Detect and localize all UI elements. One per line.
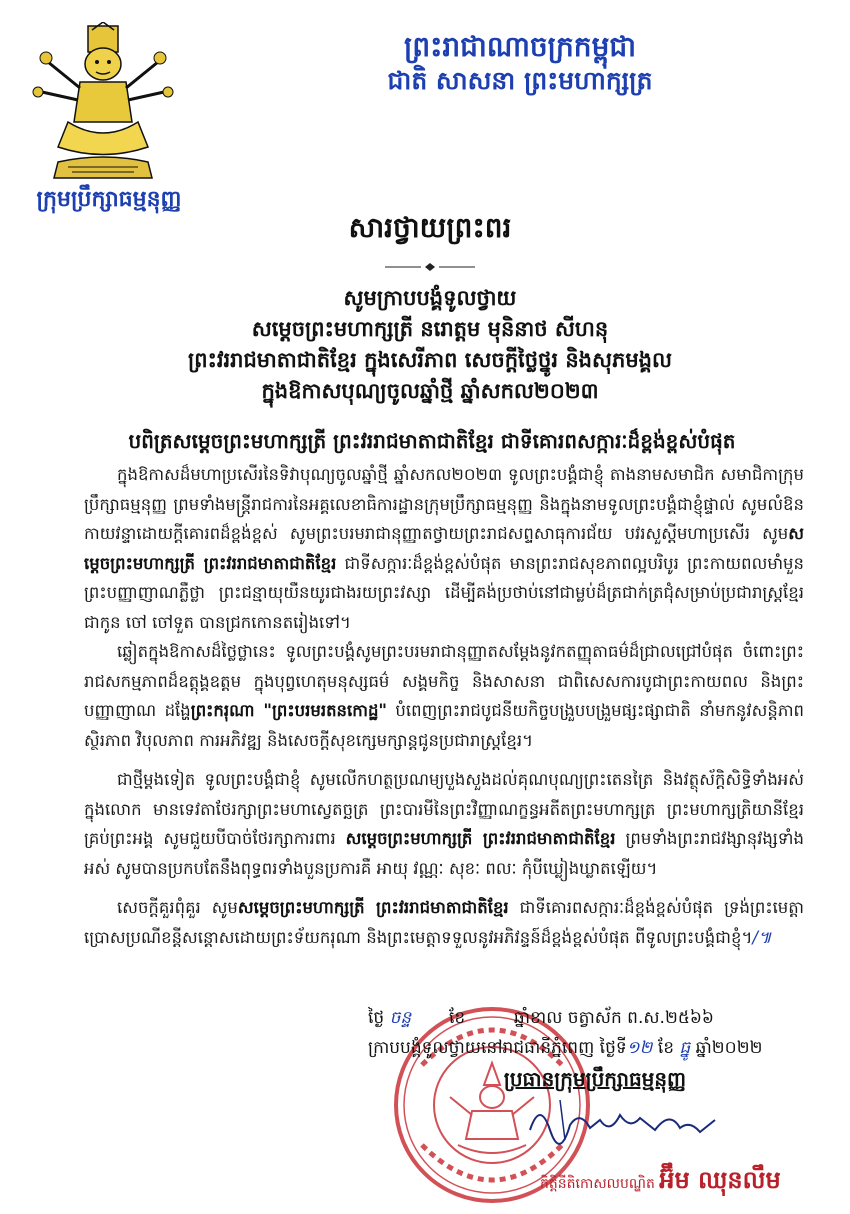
kingdom-title: ព្រះរាជាណាចក្រកម្ពុជា	[403, 30, 636, 63]
paragraph-4: សេចក្តីគួរពុំគួរ សូមសម្តេចព្រះមហាក្សត្រី ព្រះវររាជមាតាជាតិខ្មែរ ជាទីគោរពសក្ការៈដ៏ខ្ពង់ខ្ពស់បំផុត ទ្រង់ព្រះមេត្តាប្រោសប្រណីខន្តីសន្តោសដោយព្រះទ័យករុណា និងព្រះមេត្តាទទួលនូវអភិវន្ទន៍ដ៏ខ្ពង់ខ្ពស់បំផុត ពីទូលព្រះបង្គំជាខ្ញុំ។/៕	[84, 898, 804, 947]
date-solar: ក្រាបបង្គំទូលថ្វាយនៅរាជធានីភ្នំពេញ ថ្ងៃទី១២ ខែ ធ្នូ ឆ្នាំ២០២២	[368, 1038, 763, 1058]
signer-block: កិត្តិនីតិកោសលបណ្ឌិត អ៊ឹម ឈុនលឹម	[540, 1166, 781, 1194]
address-line-2: សម្តេចព្រះមហាក្សត្រី នរោត្តម មុនិនាថ សីហនុ	[251, 317, 609, 341]
signer-name: អ៊ឹម ឈុនលឹម	[659, 1166, 781, 1194]
handwritten-signature	[520, 1090, 730, 1150]
council-emblem	[28, 22, 178, 182]
salutation-heading: បពិត្រសម្តេចព្រះមហាក្សត្រី ព្រះវររាជមាតាជាតិខ្មែរ ជាទីគោរពសក្ការៈដ៏ខ្ពង់ខ្ពស់បំផុត	[128, 429, 736, 453]
address-line-3: ព្រះវររាជមាតាជាតិខ្មែរ ក្នុងសេរីភាព សេចក្តីថ្លៃថ្នូរ និងសុភមង្គល	[188, 348, 672, 372]
address-line-1: សូមក្រាបបង្គំទូលថ្វាយ	[343, 286, 517, 310]
address-line-4: ក្នុងឱកាសបុណ្យចូលឆ្នាំថ្មី ឆ្នាំសកល២០២៣	[261, 379, 599, 403]
paragraph-3: ជាថ្មីម្តងទៀត ទូលព្រះបង្គំជាខ្ញុំ សូមលើកហត្ថប្រណម្យបួងសួងដល់គុណបុណ្យព្រះតេនត្រៃ និងវត្ថុស័ក្តិសិទ្ធិទាំងអស់ក្នុងលោក មានទេវតាថែរក្សាព្រះមហាស្វេតច្ឆត្រ ព្រះបារមីនៃព្រះវិញ្ញាណក្ខន្ធអតីតព្រះមហាក្សត្រ ព្រះមហាក្សត្រិយានីខ្មែរគ្រប់ព្រះអង្គ សូមជួយបីបាច់ថែរក្សាការពារ សម្តេចព្រះមហាក្សត្រី ព្រះវររាជមាតាជាតិខ្មែរ ព្រមទាំងព្រះរាជវង្សានុវង្សទាំងអស់ សូមបានប្រកបតែនឹងពុទ្ធពរទាំងបួនប្រការគឺ អាយុ វណ្ណៈ សុខៈ ពលៈ កុំបីឃ្លៀងឃ្លាតឡើយ។	[84, 770, 804, 878]
letter-title: សារថ្វាយព្រះពរ	[348, 211, 512, 244]
paragraph-1: ក្នុងឱកាសដ៏មហាប្រសើរនៃទិវាបុណ្យចូលឆ្នាំថ្មី ឆ្នាំសកល២០២៣ ទូលព្រះបង្គំជាខ្ញុំ តាងនាមសមាជិក សមាជិកាក្រុមប្រឹក្សាធម្មនុញ្ញ ព្រមទាំងមន្ត្រីរាជការនៃអគ្គលេខាធិការដ្ឋានក្រុមប្រឹក្សាធម្មនុញ្ញ និងក្នុងនាមទូលព្រះបង្គំជាខ្ញុំផ្ទាល់ សូមលំឱនកាយវន្ទាដោយក្តីគោរពដ៏ខ្ពង់ខ្ពស់ សូមព្រះបរមរាជានុញ្ញាតថ្វាយព្រះរាជសព្ទសាធុការជ័យ បវរសួស្តីមហាប្រសើរ សូមសម្តេចព្រះមហាក្សត្រី ព្រះវររាជមាតាជាតិខ្មែរ ជាទីសក្ការៈដ៏ខ្ពង់ខ្ពស់បំផុត មានព្រះរាជសុខភាពល្អបរិបូរ ព្រះកាយពលមាំមួន ព្រះបញ្ញាញាណភ្លឺថ្លា ព្រះជន្មាយុយឺនយូរជាងរយព្រះវស្សា ដើម្បីគង់ប្រថាប់នៅជាម្លប់ដ៏ត្រជាក់ត្រជុំសម្រាប់ប្រជារាស្ត្រខ្មែរ ជាកូន ចៅ ចៅទួត បានជ្រកកោនតរៀងទៅ។	[84, 465, 804, 632]
council-name: ក្រុមប្រឹក្សាធម្មនុញ្ញ	[36, 187, 182, 212]
chair-title: ប្រធានក្រុមប្រឹក្សាធម្មនុញ្ញ	[503, 1067, 687, 1091]
ornament-divider	[385, 262, 475, 272]
date-lunar: ថ្ងៃ ចន្ទ ខែ ឆ្នាំខាល ចត្វាស័ក ព.ស.២៥៦៦	[368, 1008, 714, 1028]
paragraph-2: ឆ្លៀតក្នុងឱកាសដ៏ថ្លៃថ្លានេះ ទូលព្រះបង្គំសូមព្រះបរមរាជានុញ្ញាតសម្តែងនូវកតញ្ញុតាធម៌ដ៏ជ្រាលជ្រៅបំផុត ចំពោះព្រះរាជសកម្មភាពដ៏ឧត្តុង្គឧត្តម ក្នុងបុព្វហេតុមនុស្សធម៌ សង្គមកិច្ច និងសាសនា ជាពិសេសការបូជាព្រះកាយពល និងព្រះបញ្ញាញាណ ដង្ហែព្រះករុណា "ព្រះបរមរតនកោដ្ឋ" បំពេញព្រះរាជបូជនីយកិច្ចបង្រួបបង្រួមផ្សះផ្សាជាតិ នាំមកនូវសន្តិភាព ស្ថិរភាព វិបុលភាព ការអភិវឌ្ឍ និងសេចក្តីសុខក្សេមក្សាន្តជូនប្រជារាស្ត្រខ្មែរ។	[84, 642, 804, 750]
national-motto: ជាតិ សាសនា ព្រះមហាក្សត្រ	[387, 66, 653, 95]
